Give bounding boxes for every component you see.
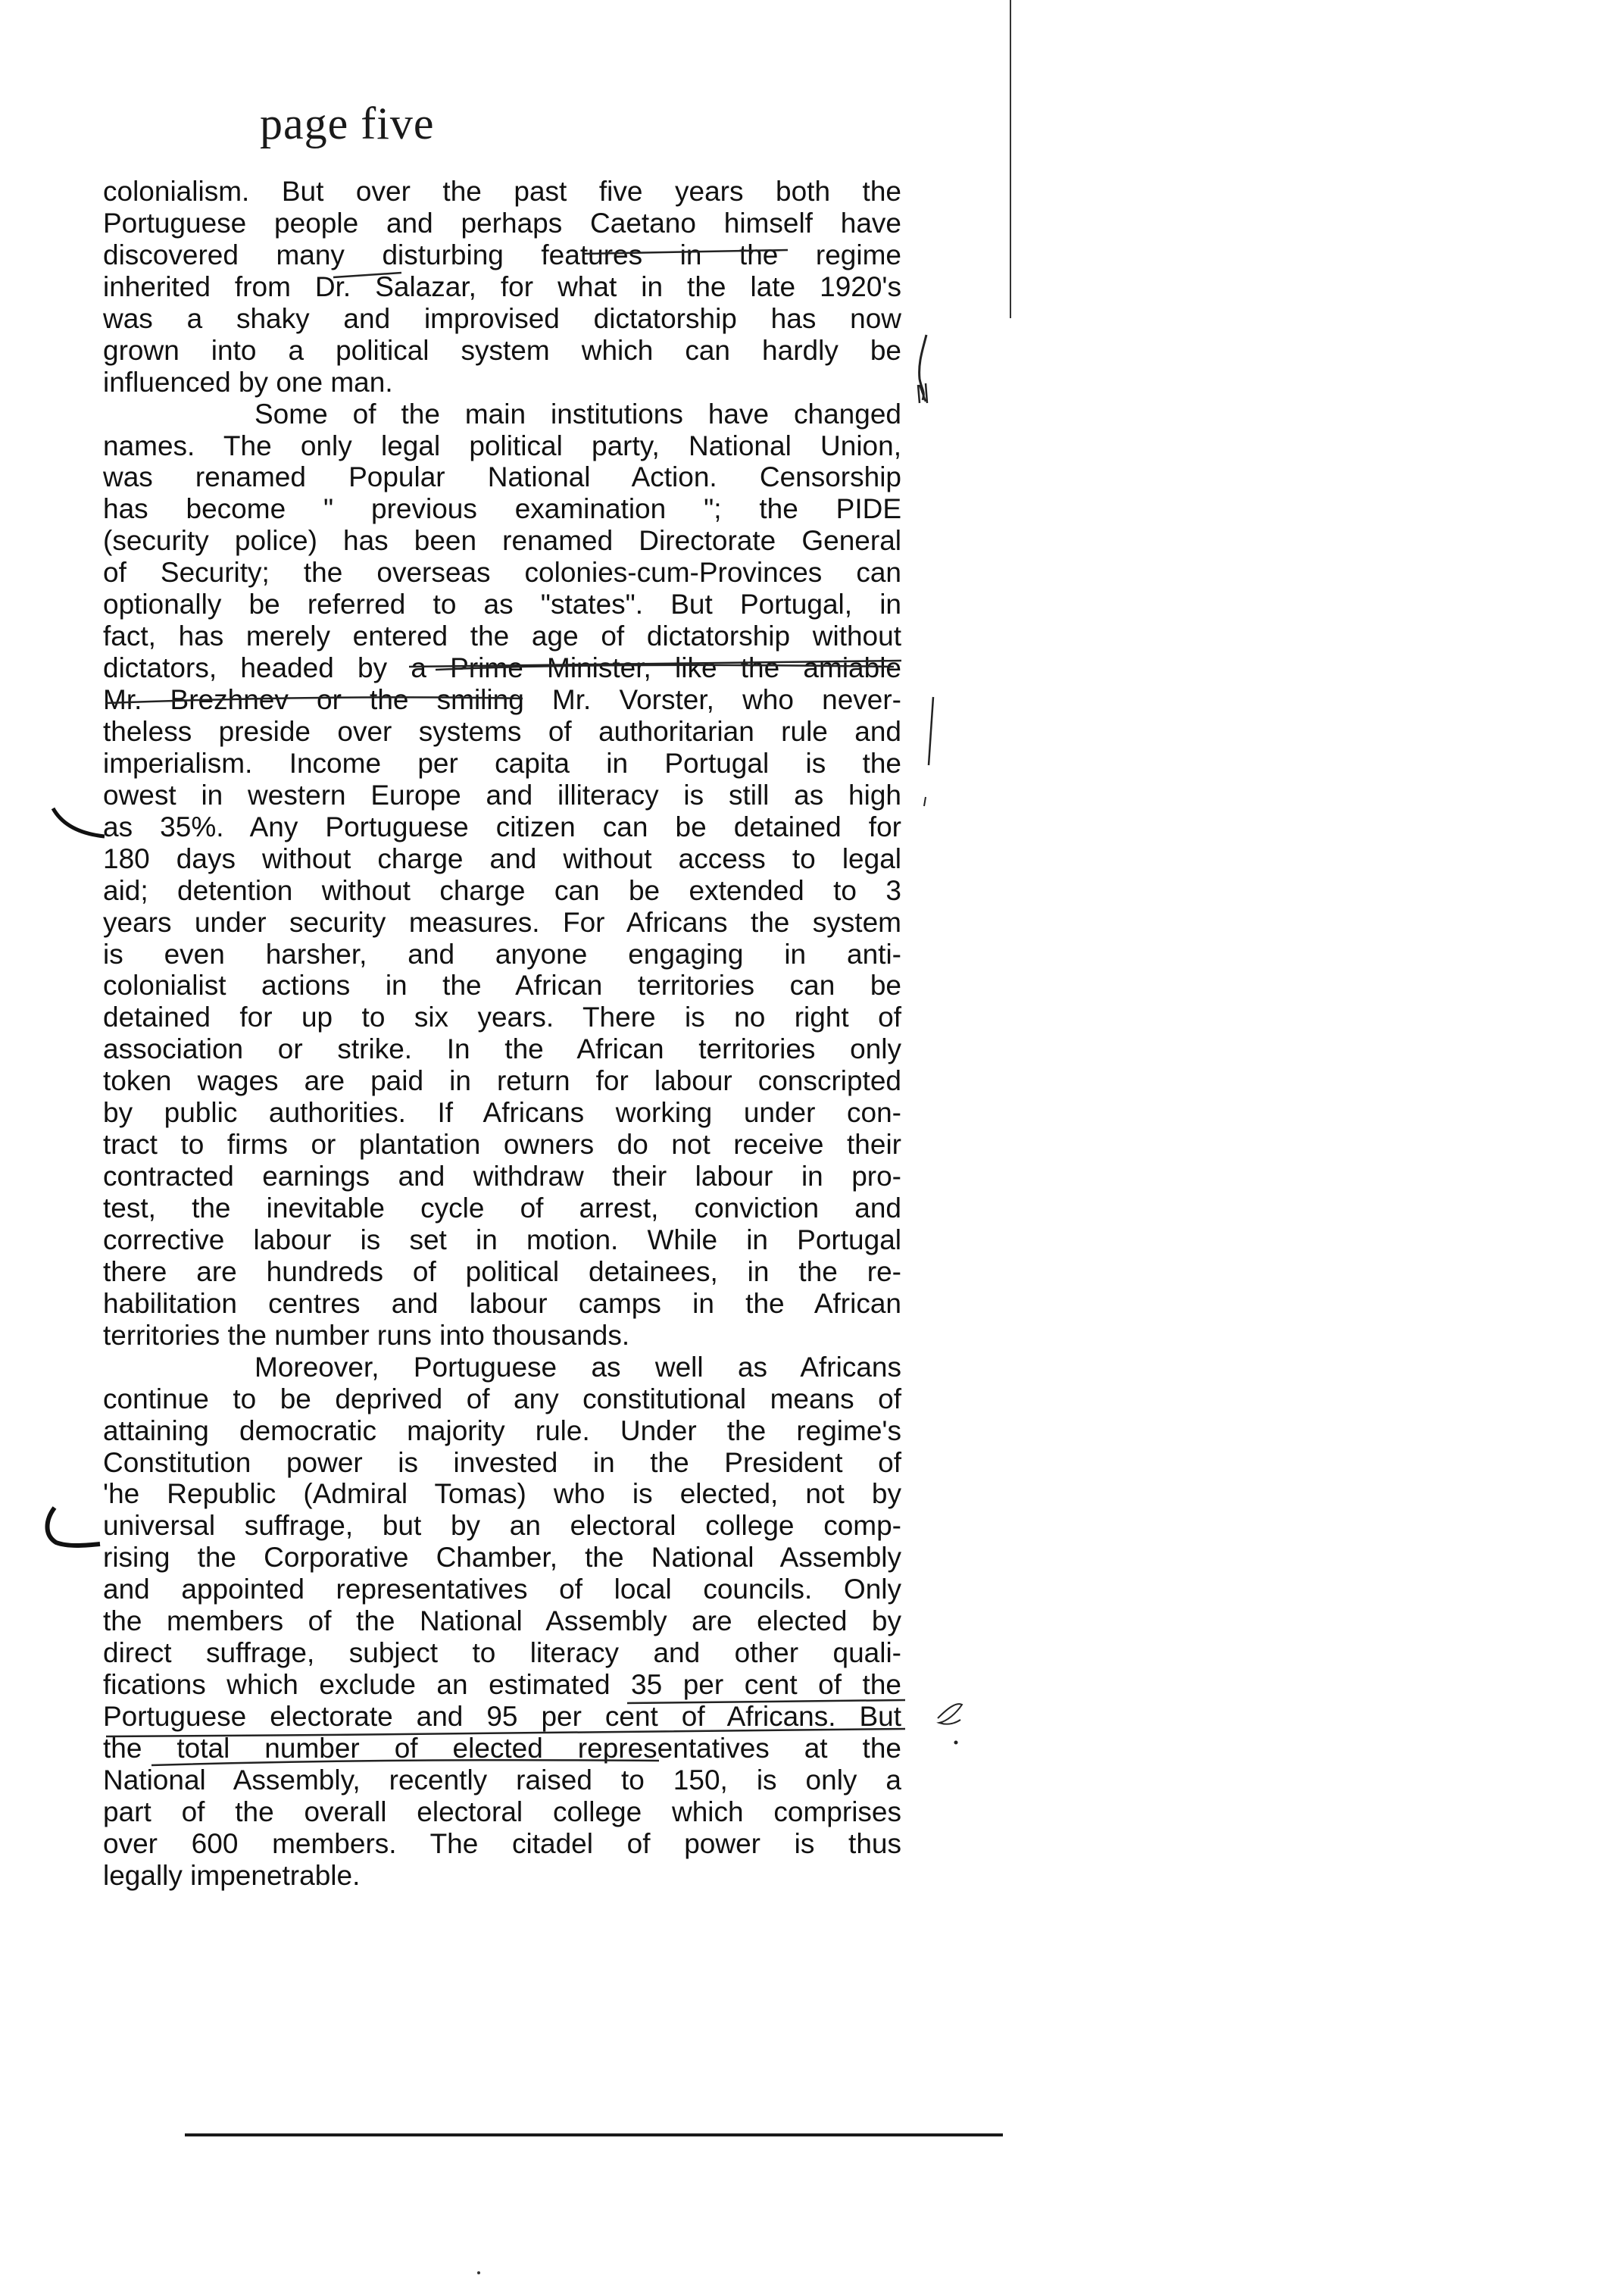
- text-line: 'he Republic (Admiral Tomas) who is elected, not by: [103, 1478, 901, 1510]
- margin-small-tick: [924, 797, 926, 806]
- text-line: the total number of elected representatives at the: [103, 1732, 901, 1764]
- bottom-dot: [477, 2271, 480, 2274]
- paragraph-3: [103, 1352, 901, 1892]
- text-line: colonialist actions in the African territories can be: [103, 970, 901, 1002]
- text-line: was renamed Popular National Action. Censorship: [103, 461, 901, 493]
- text-line: tract to firms or plantation owners do not receive their: [103, 1129, 901, 1161]
- text-line: territories the number runs into thousands.: [103, 1319, 630, 1351]
- text-line: token wages are paid in return for labour conscripted: [103, 1065, 901, 1097]
- text-line: detained for up to six years. There is no right of: [103, 1002, 901, 1033]
- left-check-mark: [53, 808, 105, 836]
- text-line: Portuguese electorate and 95 per cent of Africans. But: [103, 1701, 901, 1732]
- text-line: legally impenetrable.: [103, 1859, 361, 1891]
- text-line: universal suffrage, but by an electoral college comp-: [103, 1510, 901, 1542]
- text-line: Constitution power is invested in the President of: [103, 1446, 901, 1478]
- text-line: part of the overall electoral college which comprises: [103, 1796, 901, 1827]
- text-line: was a shaky and improvised dictatorship has now: [103, 302, 901, 334]
- article-body: [103, 176, 901, 1892]
- text-line: contracted earnings and withdraw their labour in pro-: [103, 1161, 901, 1192]
- text-line: rising the Corporative Chamber, the National Assembly: [103, 1542, 901, 1574]
- text-line: years under security measures. For Africans the system: [103, 906, 901, 938]
- text-line: by public authorities. If Africans working under con-: [103, 1097, 901, 1129]
- margin-dot: [954, 1741, 958, 1745]
- text-line: influenced by one man.: [103, 366, 393, 398]
- text-line: colonialism. But over the past five years both the: [103, 176, 901, 207]
- left-bracket-mark: [48, 1508, 101, 1546]
- text-line: discovered many disturbing features in the regime: [103, 239, 901, 270]
- margin-bracket-mark: [920, 335, 926, 400]
- text-line: Some of the main institutions have changed: [255, 398, 901, 430]
- text-line: has become " previous examination "; the PIDE: [103, 493, 901, 525]
- text-line: Mr. Brezhnev or the smiling Mr. Vorster, who never-: [103, 684, 901, 715]
- text-line: fact, has merely entered the age of dictatorship without: [103, 620, 901, 652]
- text-line: is even harsher, and anyone engaging in anti-: [103, 938, 901, 970]
- text-line: fications which exclude an estimated 35 per cent of the: [103, 1669, 901, 1701]
- footer-rule: [185, 2133, 1003, 2136]
- margin-n-mark: [918, 383, 927, 403]
- text-line: over 600 members. The citadel of power is thus: [103, 1827, 901, 1859]
- text-line: optionally be referred to as "states". But Portugal, in: [103, 589, 901, 620]
- text-line: Portuguese people and perhaps Caetano himself have: [103, 207, 901, 239]
- text-line: association or strike. In the African territories only: [103, 1033, 901, 1065]
- text-line: test, the inevitable cycle of arrest, conviction and: [103, 1192, 901, 1224]
- text-line: aid; detention without charge can be extended to 3: [103, 874, 901, 906]
- text-line: of Security; the overseas colonies-cum-Provinces can: [103, 557, 901, 589]
- text-line: 180 days without charge and without access to legal: [103, 842, 901, 874]
- text-line: names. The only legal political party, National Union,: [103, 430, 901, 461]
- text-line: and appointed representatives of local councils. Only: [103, 1574, 901, 1605]
- page-label: page five: [260, 98, 435, 148]
- text-line: theless preside over systems of authoritarian rule and: [103, 715, 901, 747]
- text-line: habilitation centres and labour camps in the African: [103, 1287, 901, 1319]
- text-line: imperialism. Income per capita in Portugal is the: [103, 747, 901, 779]
- paragraph-1: [103, 176, 901, 399]
- text-line: Moreover, Portuguese as well as Africans: [255, 1351, 901, 1383]
- text-line: as 35%. Any Portuguese citizen can be detained for: [103, 811, 901, 842]
- text-line: direct suffrage, subject to literacy and other quali-: [103, 1637, 901, 1669]
- margin-scribble-mark: [938, 1704, 962, 1724]
- text-line: National Assembly, recently raised to 150, is only a: [103, 1764, 901, 1796]
- text-line: there are hundreds of political detainees, in the re-: [103, 1255, 901, 1287]
- text-line: dictators, headed by a Prime Minister, like the amiable: [103, 652, 901, 684]
- text-line: continue to be deprived of any constitutional means of: [103, 1383, 901, 1414]
- text-line: grown into a political system which can hardly be: [103, 334, 901, 366]
- margin-vertical-tick: [929, 697, 933, 765]
- text-line: inherited from Dr. Salazar, for what in the late 1920's: [103, 270, 901, 302]
- text-line: corrective labour is set in motion. While in Portugal: [103, 1224, 901, 1255]
- text-line: attaining democratic majority rule. Under the regime's: [103, 1414, 901, 1446]
- paragraph-2: [103, 399, 901, 1352]
- text-line: (security police) has been renamed Directorate General: [103, 525, 901, 557]
- margin-vertical-rule: [1010, 0, 1011, 318]
- text-line: owest in western Europe and illiteracy is still as high: [103, 779, 901, 811]
- text-line: the members of the National Assembly are elected by: [103, 1605, 901, 1637]
